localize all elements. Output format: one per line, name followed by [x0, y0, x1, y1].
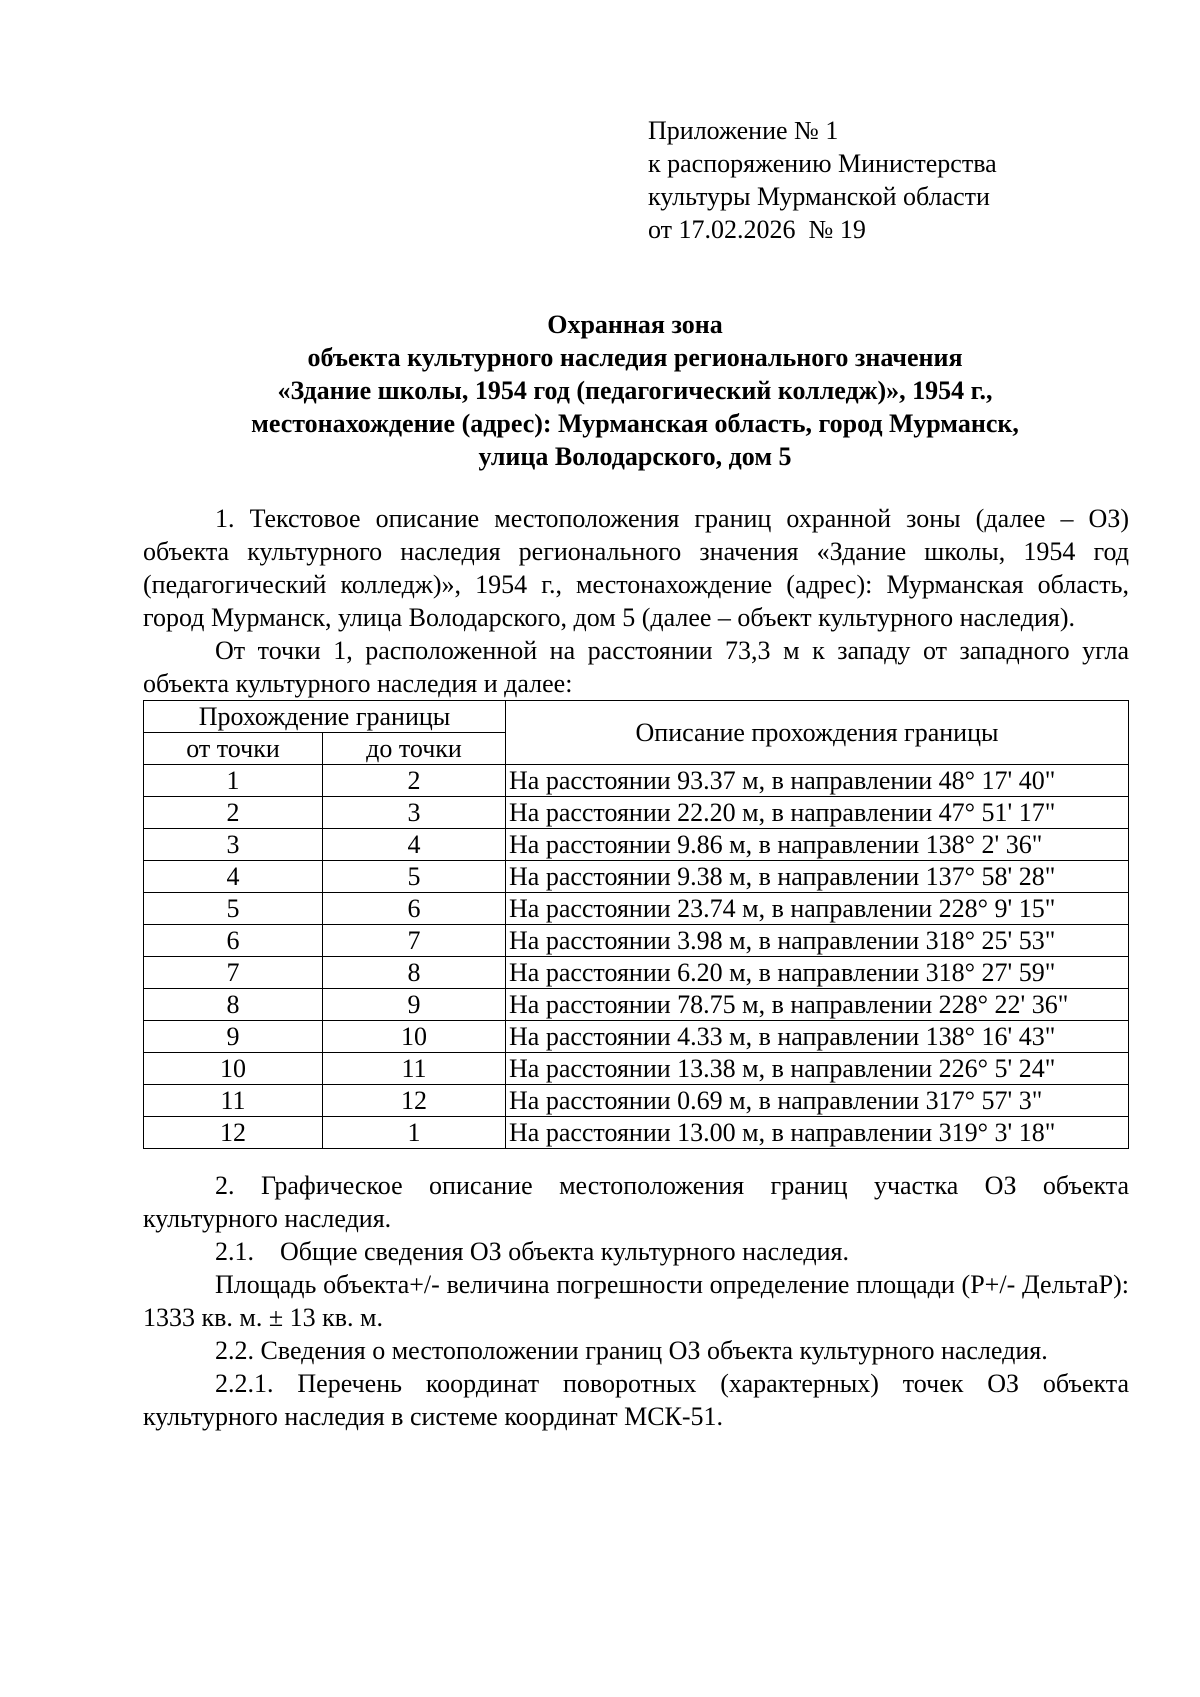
- cell-description: На расстоянии 23.74 м, в направлении 228° 9' 15": [506, 893, 1129, 925]
- cell-to: 7: [323, 925, 506, 957]
- cell-from: 9: [144, 1021, 323, 1053]
- cell-to: 2: [323, 765, 506, 797]
- cell-from: 3: [144, 829, 323, 861]
- cell-description: На расстоянии 0.69 м, в направлении 317° 57' 3": [506, 1085, 1129, 1117]
- appendix-ministry: культуры Мурманской области: [648, 182, 990, 211]
- document-body: [143, 502, 1129, 1433]
- table-row: [144, 797, 1129, 829]
- cell-description: На расстоянии 78.75 м, в направлении 228° 22' 36": [506, 989, 1129, 1021]
- document-title: [140, 308, 1130, 473]
- cell-description: На расстоянии 13.38 м, в направлении 226° 5' 24": [506, 1053, 1129, 1085]
- header-to-point: до точки: [323, 733, 506, 765]
- table-row: [144, 1021, 1129, 1053]
- section2-paragraph-5: 2.2.1. Перечень координат поворотных (характерных) точек ОЗ объекта культурного наследия в системе координат МСК-51.: [143, 1369, 1129, 1431]
- title-line-1: Охранная зона: [547, 310, 723, 339]
- table-row: [144, 1117, 1129, 1149]
- cell-to: 5: [323, 861, 506, 893]
- table-row: [144, 1053, 1129, 1085]
- cell-from: 6: [144, 925, 323, 957]
- table-row: [144, 893, 1129, 925]
- cell-description: На расстоянии 22.20 м, в направлении 47° 51' 17": [506, 797, 1129, 829]
- title-line-4: местонахождение (адрес): Мурманская область, город Мурманск,: [251, 409, 1019, 438]
- cell-description: На расстоянии 6.20 м, в направлении 318° 27' 59": [506, 957, 1129, 989]
- cell-description: На расстоянии 13.00 м, в направлении 319° 3' 18": [506, 1117, 1129, 1149]
- section2-paragraph-2: 2.1. Общие сведения ОЗ объекта культурного наследия.: [215, 1237, 849, 1266]
- appendix-header: [648, 114, 997, 246]
- header-boundary-group: Прохождение границы: [144, 701, 506, 733]
- table-row: [144, 989, 1129, 1021]
- table-row: [144, 861, 1129, 893]
- cell-to: 12: [323, 1085, 506, 1117]
- appendix-date-number: от 17.02.2026 № 19: [648, 215, 866, 244]
- section2-paragraph-4: 2.2. Сведения о местоположении границ ОЗ объекта культурного наследия.: [215, 1336, 1048, 1365]
- cell-description: На расстоянии 9.38 м, в направлении 137° 58' 28": [506, 861, 1129, 893]
- cell-to: 8: [323, 957, 506, 989]
- cell-to: 1: [323, 1117, 506, 1149]
- appendix-order-ref: к распоряжению Министерства: [648, 149, 997, 178]
- cell-description: На расстоянии 93.37 м, в направлении 48° 17' 40": [506, 765, 1129, 797]
- section2-paragraph-3: Площадь объекта+/- величина погрешности определение площади (P+/- ДельтаP): 1333 кв. м. ± 13 кв. м.: [143, 1270, 1129, 1332]
- cell-from: 1: [144, 765, 323, 797]
- title-line-2: объекта культурного наследия регионального значения: [307, 343, 963, 372]
- cell-to: 4: [323, 829, 506, 861]
- cell-from: 8: [144, 989, 323, 1021]
- section2-paragraph-1: 2. Графическое описание местоположения границ участка ОЗ объекта культурного наследия.: [143, 1171, 1129, 1233]
- cell-from: 4: [144, 861, 323, 893]
- cell-to: 11: [323, 1053, 506, 1085]
- section1-paragraph-1: 1. Текстовое описание местоположения границ охранной зоны (далее – ОЗ) объекта культурного наследия регионального значения «Здание школы, 1954 год (педагогический колледж)», 1954 г., местонахождение (адрес): Мурманская область, город Мурманск, улица Володарского, дом 5 (далее – объект культурного наследия).: [143, 504, 1129, 632]
- table-row: [144, 765, 1129, 797]
- header-description: Описание прохождения границы: [506, 701, 1129, 765]
- table-row: [144, 925, 1129, 957]
- cell-from: 2: [144, 797, 323, 829]
- title-line-3: «Здание школы, 1954 год (педагогический колледж)», 1954 г.,: [277, 376, 993, 405]
- cell-to: 9: [323, 989, 506, 1021]
- cell-from: 10: [144, 1053, 323, 1085]
- cell-to: 3: [323, 797, 506, 829]
- appendix-number: Приложение № 1: [648, 116, 839, 145]
- table-row: [144, 1085, 1129, 1117]
- table-row: [144, 957, 1129, 989]
- table-row: [144, 829, 1129, 861]
- header-from-point: от точки: [144, 733, 323, 765]
- cell-from: 12: [144, 1117, 323, 1149]
- cell-description: На расстоянии 3.98 м, в направлении 318° 25' 53": [506, 925, 1129, 957]
- cell-from: 5: [144, 893, 323, 925]
- cell-from: 7: [144, 957, 323, 989]
- cell-description: На расстоянии 9.86 м, в направлении 138° 2' 36": [506, 829, 1129, 861]
- cell-to: 6: [323, 893, 506, 925]
- cell-to: 10: [323, 1021, 506, 1053]
- cell-from: 11: [144, 1085, 323, 1117]
- section1-paragraph-2: От точки 1, расположенной на расстоянии 73,3 м к западу от западного угла объекта культурного наследия и далее:: [143, 636, 1129, 698]
- title-line-5: улица Володарского, дом 5: [478, 442, 792, 471]
- boundary-table: [143, 700, 1129, 1149]
- cell-description: На расстоянии 4.33 м, в направлении 138° 16' 43": [506, 1021, 1129, 1053]
